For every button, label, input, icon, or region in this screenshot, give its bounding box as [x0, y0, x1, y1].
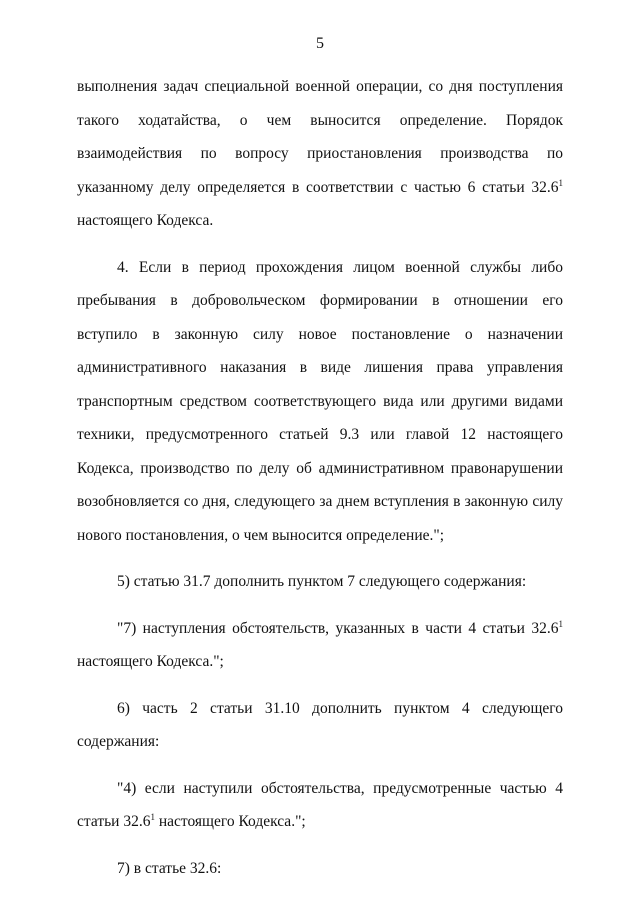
document-body	[77, 70, 563, 898]
paragraph-text: настоящего Кодекса.	[77, 212, 214, 229]
superscript: 1	[558, 177, 563, 188]
superscript: 1	[150, 811, 155, 822]
page-number: 5	[316, 35, 324, 52]
paragraph-amendment-5: 5) статью 31.7 дополнить пунктом 7 следующего содержания:	[117, 573, 527, 590]
paragraph-quote-7	[77, 612, 563, 679]
paragraph-text: "7) наступления обстоятельств, указанных в части 4 статьи 32.6	[117, 619, 559, 637]
paragraph-continuation	[77, 70, 563, 238]
paragraph-amendment-6: 6) часть 2 статьи 31.10 дополнить пунктом 4 следующего содержания:	[77, 699, 563, 750]
paragraph-text: выполнения задач специальной военной операции, со дня поступления такого ходатайства, о чем выносится определение. Порядок взаимодействия по вопросу приостановления производства по указанному делу определяется в соответствии с частью 6 статьи 32.6	[77, 78, 563, 196]
paragraph-amendment-7: 7) в статье 32.6:	[117, 859, 222, 877]
paragraph-text: настоящего Кодекса.";	[154, 813, 306, 830]
superscript: 1	[558, 618, 563, 629]
paragraph-text: настоящего Кодекса.";	[77, 653, 224, 670]
paragraph-quote-4	[77, 772, 563, 839]
paragraph-text: "4) если наступили обстоятельства, предусмотренные частью 4 статьи 32.6	[77, 779, 563, 830]
paragraph-item-4: 4. Если в период прохождения лицом военной службы либо пребывания в добровольческом формировании в отношении его вступило в законную силу новое постановление о назначении административного наказания в виде лишения права управления транспортным средством соответствующего вида или другими видами техники, предусмотренного статьей 9.3 или главой 12 настоящего Кодекса, производство по делу об административном правонарушении возобновляется со дня, следующего за днем вступления в законную силу нового постановления, о чем выносится определение.";	[77, 258, 563, 544]
